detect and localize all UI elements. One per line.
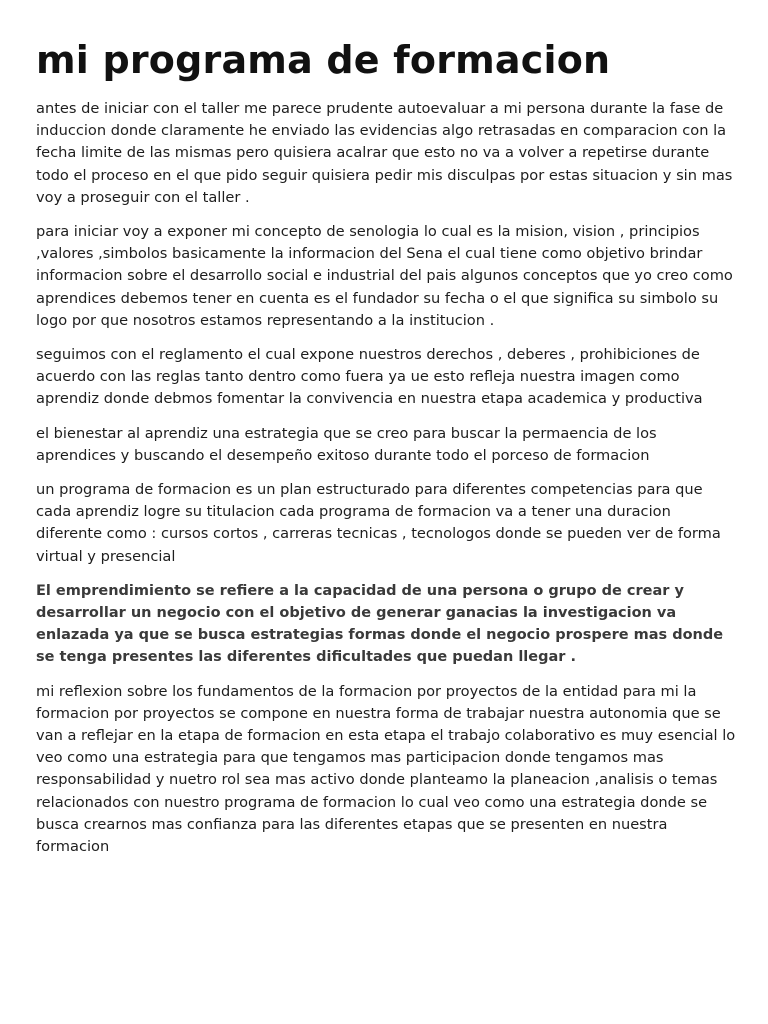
paragraph-emprendimiento: El emprendimiento se refiere a la capacidad de una persona o grupo de crear y desarrollar un negocio con el objetivo de generar ganacias la investigacion va enlazada ya que se busca estrategias formas donde el negocio prospere mas donde se tenga presentes las diferentes dificultades que puedan llegar . <box>36 582 724 666</box>
paragraph-senologia: para iniciar voy a exponer mi concepto de senologia lo cual es la mision, vision , principios ,valores ,simbolos basicamente la informacion del Sena el cual tiene como objetivo brindar informacion sobre el desarrollo social e industrial del pais algunos conceptos que yo creo como aprendices debemos tener en cuenta es el fundador su fecha o el que significa su simbolo su logo por que nosotros estamos representando a la institucion . <box>36 223 733 329</box>
paragraph-reflexion: mi reflexion sobre los fundamentos de la formacion por proyectos de la entidad para mi la formacion por proyectos se compone en nuestra forma de trabajar nuestra autonomia que se van a reflejar en la etapa de formacion en esta etapa el trabajo colaborativo es muy esencial lo veo como una estrategia para que tengamos mas participacion donde tengamos mas responsabilidad y nuetro rol sea mas activo donde planteamo la planeacion ,analisis o temas relacionados con nuestro programa de formacion lo cual veo como una estrategia donde se busca crearnos mas confianza para las diferentes etapas que se presenten en nuestra formacion <box>36 682 736 856</box>
paragraph-reglamento: seguimos con el reglamento el cual expone nuestros derechos , deberes , prohibiciones de acuerdo con las reglas tanto dentro como fuera ya ue esto refleja nuestra imagen como aprendiz donde debmos fomentar la convivencia en nuestra etapa academica y productiva <box>36 346 703 408</box>
paragraph-bienestar: el bienestar al aprendiz una estrategia que se creo para buscar la permaencia de los aprendices y buscando el desempeño exitoso durante todo el porceso de formacion <box>36 424 657 464</box>
paragraph-programa-formacion: un programa de formacion es un plan estructurado para diferentes competencias para que cada aprendiz logre su titulacion cada programa de formacion va a tener una duracion diferente como : cursos cortos , carreras tecnicas , tecnologos donde se pueden ver de forma virtual y presencial <box>36 481 721 565</box>
document-page <box>36 34 738 870</box>
page-title: mi programa de formacion <box>36 38 611 82</box>
paragraph-autoevaluacion: antes de iniciar con el taller me parece prudente autoevaluar a mi persona durante la fase de induccion donde claramente he enviado las evidencias algo retrasadas en comparacion con la fecha limite de las mismas pero quisiera acalrar que esto no va a volver a repetirse durante todo el proceso en el que pido seguir quisiera pedir mis disculpas por estas situacion y sin mas voy a proseguir con el taller . <box>36 100 733 206</box>
